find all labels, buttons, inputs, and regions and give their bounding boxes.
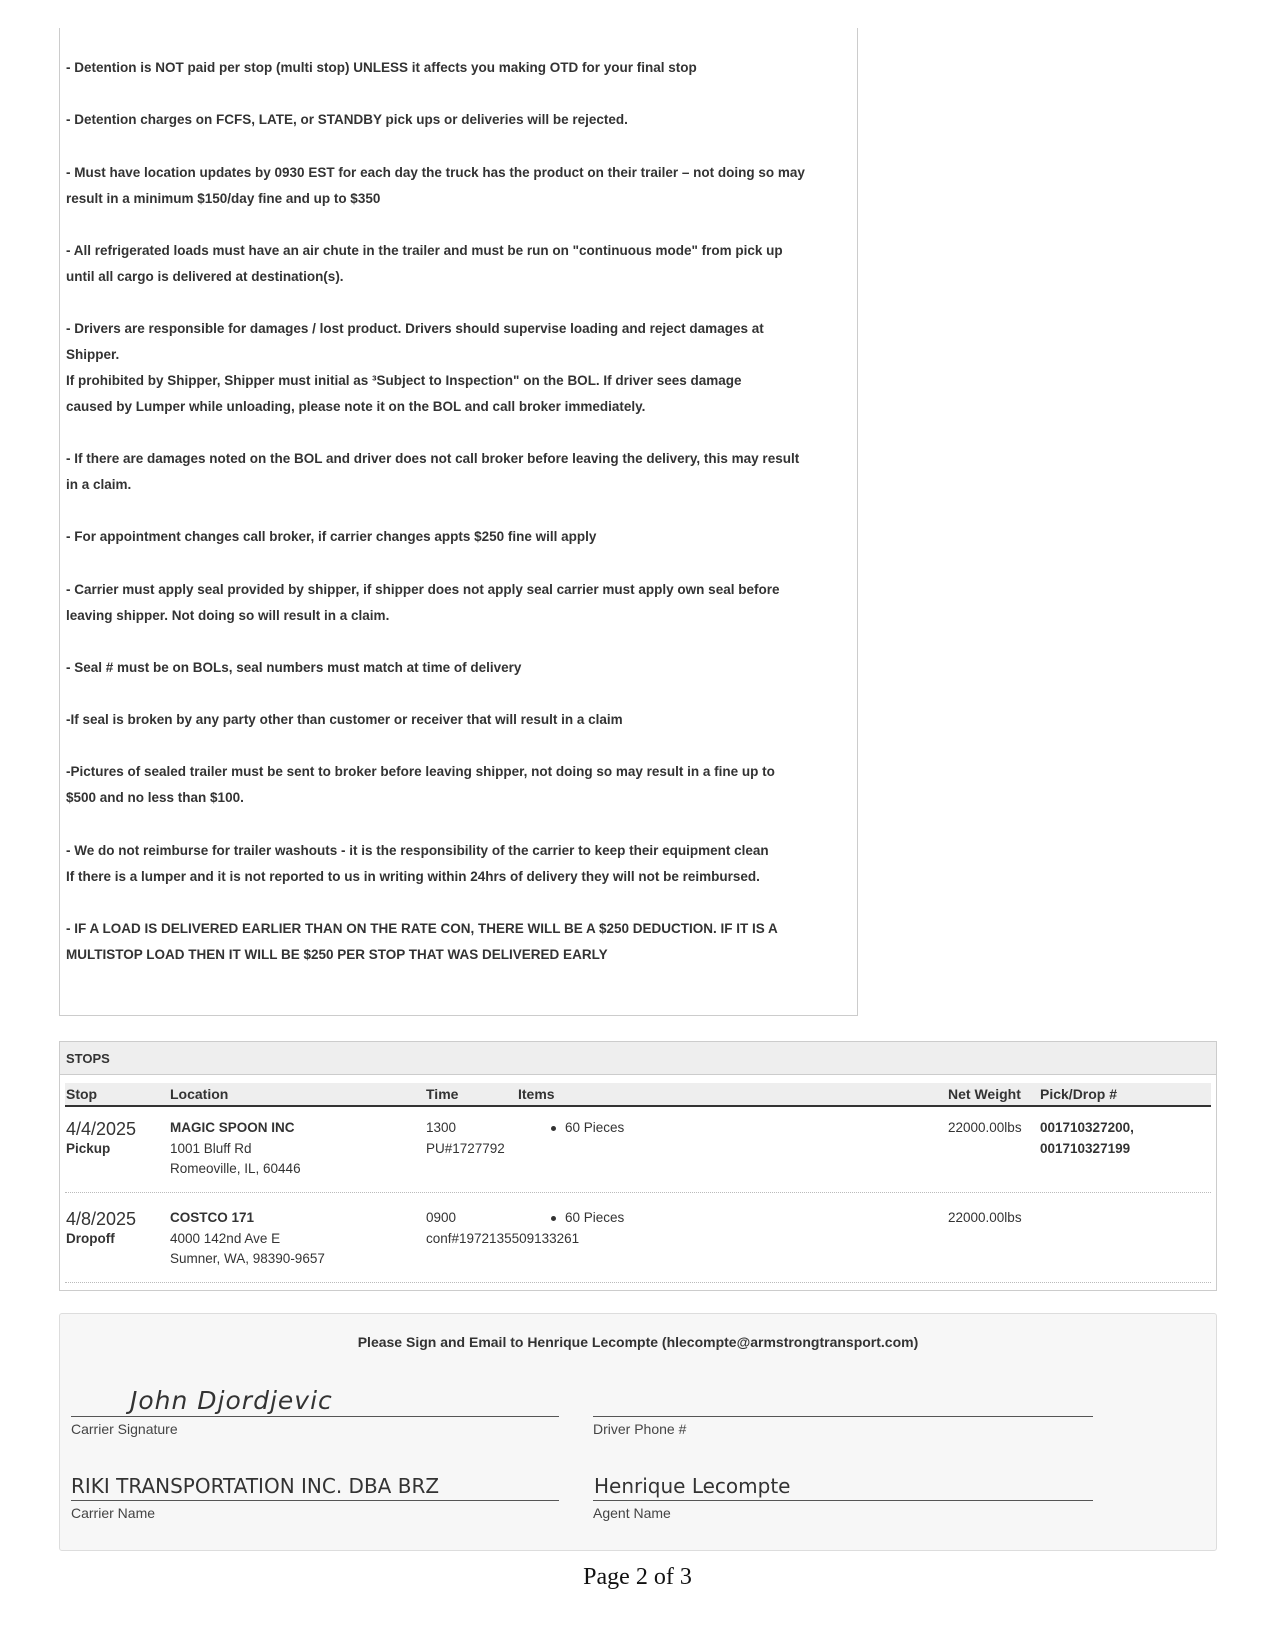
- stop-pick-drop-number: 001710327200,: [1040, 1120, 1134, 1135]
- stop-time: 1300: [426, 1120, 457, 1135]
- term-refrigerated-loads: - All refrigerated loads must have an air chute in the trailer and must be run on "continuous mode" from pick up until all cargo is delivered at destination(s).: [66, 243, 783, 284]
- stop-item: 60 Pieces: [565, 1210, 625, 1225]
- stop-address-line2: Romeoville, IL, 60446: [170, 1161, 301, 1176]
- driver-phone-field[interactable]: [593, 1416, 1093, 1417]
- column-header-location: Location: [170, 1086, 229, 1102]
- row-separator: [65, 1282, 1211, 1283]
- stop-location-name: MAGIC SPOON INC: [170, 1120, 295, 1135]
- stops-panel: [59, 1041, 1217, 1291]
- term-detention-charges: - Detention charges on FCFS, LATE, or STANDBY pick ups or deliveries will be rejected.: [66, 112, 628, 127]
- column-header-pick-drop: Pick/Drop #: [1040, 1086, 1118, 1102]
- carrier-name-label: Carrier Name: [71, 1505, 156, 1521]
- stop-item: 60 Pieces: [565, 1120, 625, 1135]
- term-washouts-lumper: - We do not reimburse for trailer washouts - it is the responsibility of the carrier to keep their equipment clean If there is a lumper and it is not reported to us in writing within 24hrs of delivery they will not be reimbursed.: [66, 843, 769, 884]
- carrier-name-value: RIKI TRANSPORTATION INC. DBA BRZ: [71, 1474, 440, 1498]
- column-header-net-weight: Net Weight: [948, 1086, 1021, 1102]
- term-seal-number: - Seal # must be on BOLs, seal numbers must match at time of delivery: [66, 660, 522, 675]
- term-appointment-changes: - For appointment changes call broker, if carrier changes appts $250 fine will apply: [66, 529, 597, 544]
- stop-address-line1: 1001 Bluff Rd: [170, 1141, 252, 1156]
- term-location-updates: - Must have location updates by 0930 EST for each day the truck has the product on their trailer – not doing so may result in a minimum $150/day fine and up to $350: [66, 165, 805, 206]
- stop-net-weight: 22000.00lbs: [948, 1210, 1022, 1225]
- stop-address-line2: Sumner, WA, 98390-9657: [170, 1251, 325, 1266]
- stop-type: Pickup: [66, 1141, 111, 1156]
- term-early-delivery: - IF A LOAD IS DELIVERED EARLIER THAN ON THE RATE CON, THERE WILL BE A $250 DEDUCTION. IF IT IS A MULTISTOP LOAD THEN IT WILL BE $250 PER STOP THAT WAS DELIVERED EARLY: [66, 921, 778, 962]
- carrier-signature-label: Carrier Signature: [71, 1421, 178, 1437]
- stop-time: 0900: [426, 1210, 457, 1225]
- term-seal-broken: -If seal is broken by any party other than customer or receiver that will result in a claim: [66, 712, 623, 727]
- carrier-signature-field[interactable]: [71, 1416, 559, 1417]
- stop-time-reference: PU#1727792: [426, 1141, 505, 1156]
- column-header-stop: Stop: [66, 1086, 98, 1102]
- term-damages-claim: - If there are damages noted on the BOL and driver does not call broker before leaving the delivery, this may result in a claim.: [66, 451, 800, 492]
- stop-date: 4/4/2025: [66, 1119, 137, 1139]
- signature-panel: [59, 1313, 1217, 1551]
- page-number: Page 2 of 3: [583, 1564, 692, 1590]
- agent-name-field[interactable]: [593, 1500, 1093, 1501]
- item-bullet: [551, 1126, 556, 1131]
- column-header-items: Items: [518, 1086, 555, 1102]
- row-separator: [65, 1192, 1211, 1193]
- agent-name-label: Agent Name: [593, 1505, 671, 1521]
- sign-instruction: Please Sign and Email to Henrique Lecompte (hlecompte@armstrongtransport.com): [357, 1334, 919, 1350]
- stop-address-line1: 4000 142nd Ave E: [170, 1231, 281, 1246]
- stops-heading-label: STOPS: [66, 1051, 110, 1066]
- stops-heading: [60, 1042, 1216, 1075]
- stop-type: Dropoff: [66, 1231, 115, 1246]
- carrier-name-field[interactable]: [71, 1500, 559, 1501]
- term-seal-apply: - Carrier must apply seal provided by shipper, if shipper does not apply seal carrier must apply own seal before leaving shipper. Not doing so will result in a claim.: [66, 582, 780, 623]
- column-header-time: Time: [426, 1086, 459, 1102]
- driver-phone-label: Driver Phone #: [593, 1421, 687, 1437]
- stop-date: 4/8/2025: [66, 1209, 137, 1229]
- term-damages: - Drivers are responsible for damages / lost product. Drivers should supervise loading and reject damages at Shipper. If prohibited by Shipper, Shipper must initial as ³Subject to Inspection" on the BOL. If driver sees damage caused by Lumper while unloading, please note it on the BOL and call broker immediately.: [66, 321, 764, 414]
- carrier-signature-handwriting: John Djordjevic: [130, 1386, 333, 1415]
- term-detention-per-stop: - Detention is NOT paid per stop (multi stop) UNLESS it affects you making OTD for your final stop: [66, 60, 697, 75]
- stop-location-name: COSTCO 171: [170, 1210, 255, 1225]
- item-bullet: [551, 1216, 556, 1221]
- stop-time-reference: conf#1972135509133261: [426, 1231, 580, 1246]
- term-seal-pictures: -Pictures of sealed trailer must be sent to broker before leaving shipper, not doing so may result in a fine up to $500 and no less than $100.: [66, 764, 775, 805]
- stop-pick-drop-number: 001710327199: [1040, 1141, 1131, 1156]
- agent-name-value: Henrique Lecompte: [594, 1474, 791, 1498]
- stop-net-weight: 22000.00lbs: [948, 1120, 1022, 1135]
